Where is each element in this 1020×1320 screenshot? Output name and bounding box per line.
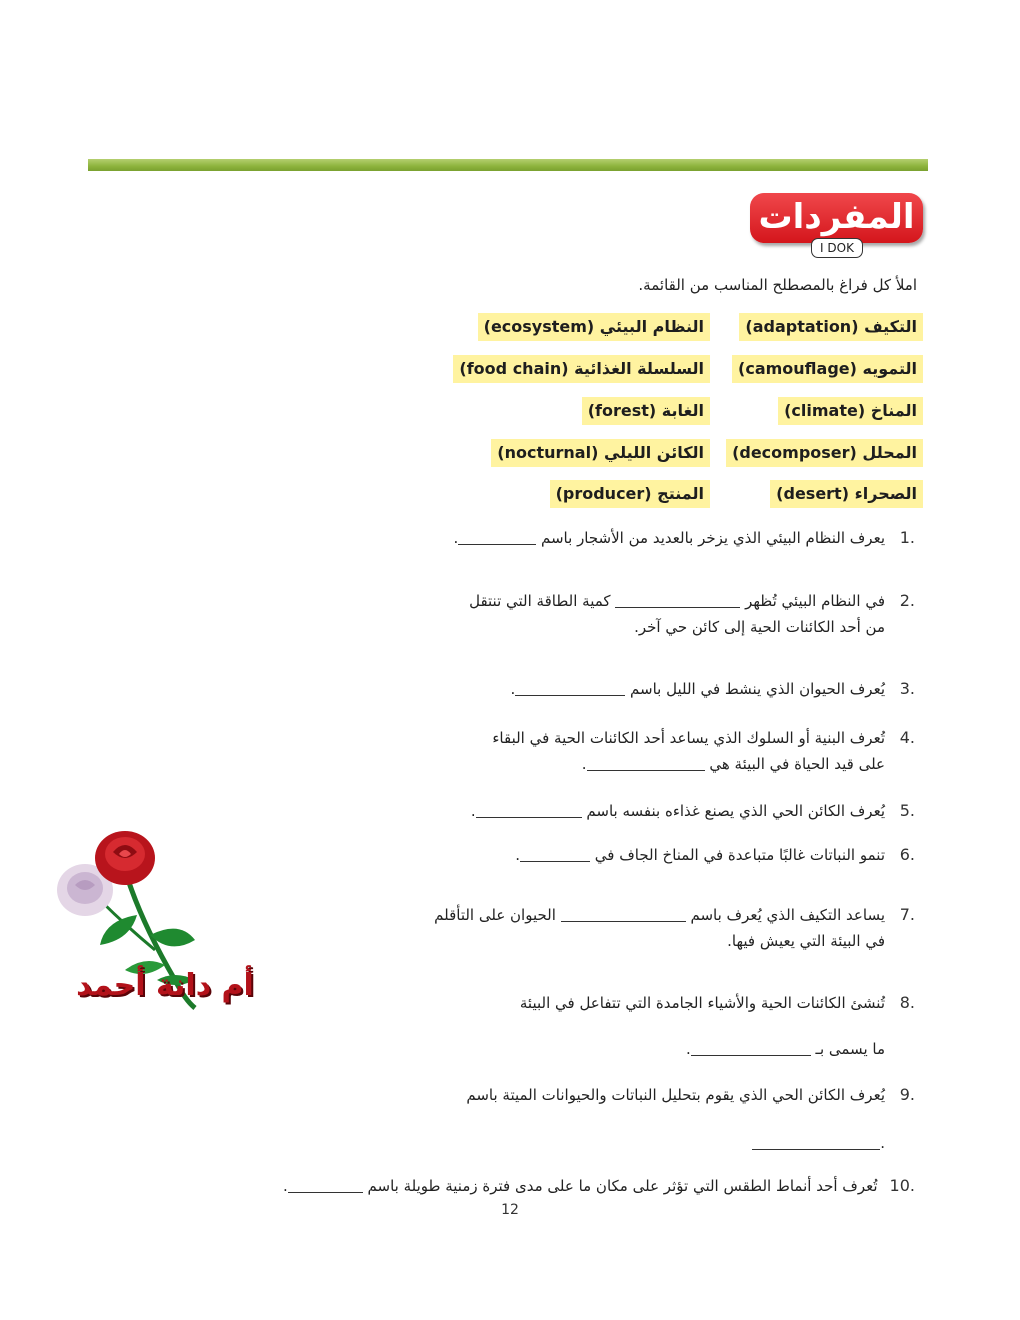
answer-blank[interactable] [458,532,536,545]
term-producer: المنتج (producer) [550,480,710,508]
question-end: . [282,1177,288,1195]
question-end: . [880,1134,885,1152]
question-7 [434,902,915,954]
author-signature: أم دانة أحمد [76,968,254,1003]
question-number: .2 [899,591,915,610]
question-number: .8 [899,993,915,1012]
answer-blank[interactable] [587,758,705,771]
question-line-2-text: ما يسمى بـ [815,1040,885,1058]
answer-blank[interactable] [520,849,590,862]
question-8 [520,990,915,1062]
question-number: .10 [889,1176,915,1195]
question-text: في النظام البيئي تُظهر [745,592,885,610]
question-2 [469,588,915,640]
question-10 [283,1173,915,1199]
term-camouflage: التمويه (camouflage) [732,355,923,383]
question-text: يُعرف الكائن الحي الذي يصنع غذاءه بنفسه باسم [586,802,885,820]
question-text: تُعرف البنية أو السلوك الذي يساعد أحد الكائنات الحية في البقاء [492,729,885,747]
question-line-2: من أحد الكائنات الحية إلى كائن حي آخر. [634,618,885,636]
answer-blank[interactable] [288,1180,363,1193]
question-end: . [453,529,459,547]
question-4 [492,725,915,777]
question-line-2-text: على قيد الحياة في البيئة هي [709,755,885,773]
answer-blank[interactable] [691,1043,811,1056]
question-1 [453,525,915,551]
question-line-2 [492,751,885,777]
answer-blank[interactable] [515,683,625,696]
term-ecosystem: النظام البيئي (ecosystem) [478,313,710,341]
term-desert: الصحراء (desert) [770,480,923,508]
dok-label: I DOK [811,238,863,258]
question-text: يعرف النظام البيئي الذي يزخر بالعديد من الأشجار باسم [541,529,885,547]
question-number: .5 [899,801,915,820]
question-text: يُعرف الكائن الحي الذي يقوم بتحليل النباتات والحيوانات الميتة باسم [466,1086,885,1104]
question-9 [466,1082,915,1156]
question-end: . [510,680,516,698]
term-nocturnal: الكائن الليلي (nocturnal) [491,439,710,467]
question-end: . [685,1040,691,1058]
answer-blank[interactable] [476,805,582,818]
question-text: تُنشئ الكائنات الحية والأشياء الجامدة التي تتفاعل في البيئة [519,994,885,1012]
question-line-2: في البيئة التي يعيش فيها. [727,932,885,950]
question-text-continued: الحيوان على التأقلم [434,906,556,924]
question-end: . [470,802,476,820]
question-text: تنمو النباتات غالبًا متباعدة في المناخ الجاف في [594,846,885,864]
question-line-2 [520,1036,885,1062]
question-number: .7 [899,905,915,924]
question-line-2 [466,1130,885,1156]
page-number: 12 [501,1202,519,1218]
vocabulary-title-badge: المفردات [750,193,923,243]
header-divider-bar [88,159,928,171]
question-3 [510,676,915,702]
answer-blank[interactable] [615,595,740,608]
question-6 [515,842,915,868]
question-number: .6 [899,845,915,864]
question-text: يساعد التكيف الذي يُعرف باسم [690,906,885,924]
question-number: .4 [899,728,915,747]
question-5 [471,798,915,824]
term-decomposer: المحلل (decomposer) [726,439,923,467]
term-climate: المناخ (climate) [778,397,923,425]
question-text: يُعرف الحيوان الذي ينشط في الليل باسم [630,680,885,698]
answer-blank[interactable] [752,1137,880,1150]
answer-blank[interactable] [561,909,686,922]
question-number: .1 [899,528,915,547]
question-number: .9 [899,1085,915,1104]
question-text: تُعرف أحد أنماط الطقس التي تؤثر على مكان ما على مدى فترة زمنية طويلة باسم [367,1177,878,1195]
term-food-chain: السلسلة الغذائية (food chain) [453,355,710,383]
instruction-text: املأ كل فراغ بالمصطلح المناسب من القائمة. [638,276,917,294]
question-number: .3 [899,679,915,698]
question-text-continued: كمية الطاقة التي تنتقل [469,592,611,610]
term-forest: الغابة (forest) [582,397,710,425]
question-end: . [581,755,587,773]
term-adaptation: التكيف (adaptation) [739,313,923,341]
question-end: . [515,846,520,864]
